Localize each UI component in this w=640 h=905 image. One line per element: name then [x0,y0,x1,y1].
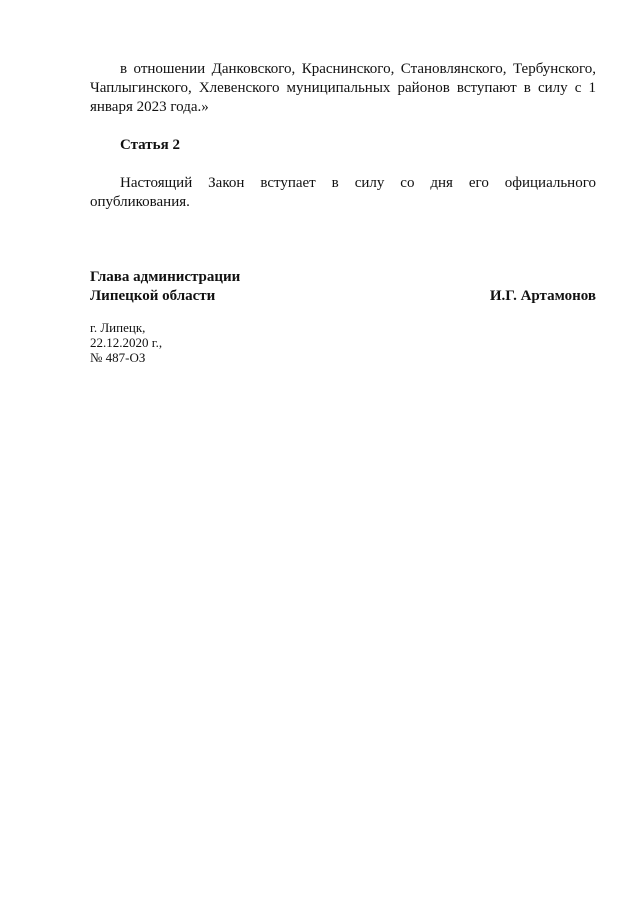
footer-date: 22.12.2020 г., [90,335,163,350]
signature-row [90,287,596,306]
signer-name: И.Г. Артамонов [489,288,596,304]
footer-law-number: № 487-ОЗ [90,350,146,365]
document-footer [90,320,162,365]
signer-title-line-1: Глава администрации [90,269,241,285]
paragraph-article-2: Настоящий Закон вступает в силу со дня его официального опубликования. [90,175,596,210]
signature-block [90,268,596,306]
signer-title-line-2: Липецкой области [90,288,216,304]
article-heading: Статья 2 [120,137,180,153]
document-body [90,60,596,212]
footer-city: г. Липецк, [90,320,146,335]
paragraph-continuation: в отношении Данковского, Краснинского, Становлянского, Тербунского, Чаплыгинского, Хлевенского муниципальных районов вступают в силу с 1 января 2023 года.» [90,61,596,115]
